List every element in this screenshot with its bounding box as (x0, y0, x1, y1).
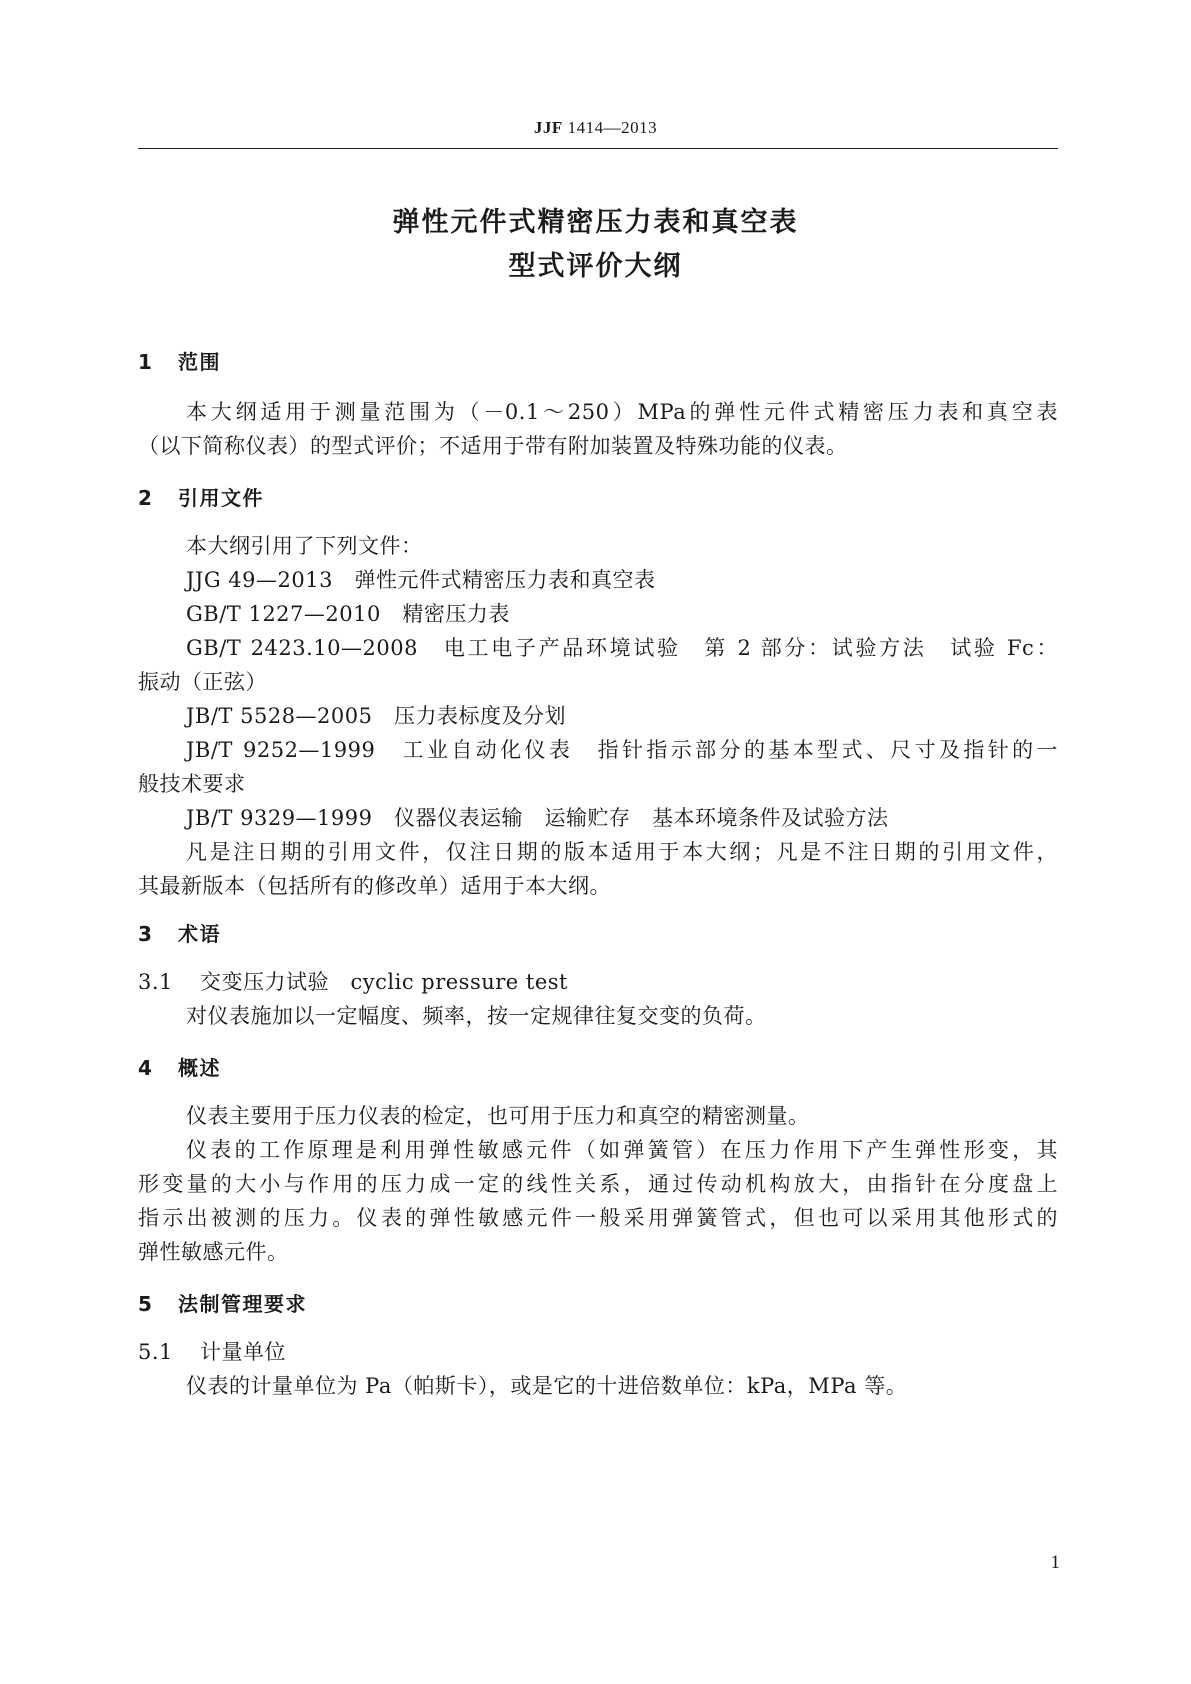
section-title: 引用文件 (178, 486, 264, 510)
paragraph-line: （以下简称仪表）的型式评价；不适用于带有附加装置及特殊功能的仪表。 (138, 434, 848, 458)
paragraph-line: 指示出被测的压力。仪表的弹性敏感元件一般采用弹簧管式，但也可以采用其他形式的 (138, 1206, 1058, 1230)
document-title-line1: 弹性元件式精密压力表和真空表 (392, 207, 799, 238)
section-number: 1 (138, 350, 154, 374)
subsection-heading-3-1 (138, 966, 568, 996)
reference-item: JB/T 9252—1999 工业自动化仪表 指针指示部分的基本型式、尺寸及指针的一 (186, 738, 1058, 762)
term-definition: 对仪表施加以一定幅度、频率，按一定规律往复交变的负荷。 (186, 1004, 767, 1028)
page-number: 1 (1050, 1552, 1060, 1573)
section-title: 术语 (178, 922, 221, 946)
subsection-title: 交变压力试验 cyclic pressure test (200, 970, 568, 994)
paragraph-line: 形变量的大小与作用的压力成一定的线性关系，通过传动机构放大，由指针在分度盘上 (138, 1172, 1058, 1196)
reference-item: GB/T 1227—2010 精密压力表 (186, 602, 510, 626)
section-number: 2 (138, 486, 154, 510)
paragraph-line: 仪表主要用于压力仪表的检定，也可用于压力和真空的精密测量。 (186, 1104, 810, 1128)
section-title: 法制管理要求 (178, 1292, 307, 1316)
document-title-line2: 型式评价大纲 (508, 251, 683, 282)
section-heading-2 (138, 482, 264, 511)
paragraph-line: 弹性敏感元件。 (138, 1240, 289, 1264)
reference-item: JB/T 5528—2005 压力表标度及分划 (186, 704, 566, 728)
subsection-number: 5.1 (138, 1340, 173, 1364)
section-number: 5 (138, 1292, 154, 1316)
section-heading-1 (138, 346, 221, 375)
paragraph-line: 其最新版本（包括所有的修改单）适用于本大纲。 (138, 874, 611, 898)
reference-item: JB/T 9329—1999 仪器仪表运输 运输贮存 基本环境条件及试验方法 (186, 806, 889, 830)
paragraph-line: 凡是注日期的引用文件，仅注日期的版本适用于本大纲；凡是不注日期的引用文件， (186, 840, 1058, 864)
section-heading-4 (138, 1052, 221, 1081)
page-header-code (0, 118, 1191, 138)
paragraph-line: 仪表的工作原理是利用弹性敏感元件（如弹簧管）在压力作用下产生弹性形变，其 (186, 1138, 1058, 1162)
header-rule (138, 148, 1058, 149)
section-heading-3 (138, 918, 221, 947)
standard-number: 1414—2013 (567, 118, 658, 137)
section-number: 4 (138, 1056, 154, 1080)
reference-item: GB/T 2423.10—2008 电工电子产品环境试验 第 2 部分：试验方法 试验 Fc： (186, 636, 1058, 660)
standard-prefix: JJF (533, 118, 563, 137)
paragraph-line: 本大纲引用了下列文件： (186, 534, 423, 558)
subsection-title: 计量单位 (200, 1340, 286, 1364)
section-number: 3 (138, 922, 154, 946)
section-heading-5 (138, 1288, 307, 1317)
section-title: 概述 (178, 1056, 221, 1080)
subsection-number: 3.1 (138, 970, 173, 994)
reference-item: JJG 49—2013 弹性元件式精密压力表和真空表 (186, 568, 656, 592)
subsection-heading-5-1 (138, 1336, 286, 1366)
paragraph-line: 本大纲适用于测量范围为（－0.1～250）MPa的弹性元件式精密压力表和真空表 (186, 400, 1058, 424)
reference-item-continued: 振动（正弦） (138, 670, 267, 694)
section-title: 范围 (178, 350, 221, 374)
reference-item-continued: 般技术要求 (138, 772, 246, 796)
paragraph-line: 仪表的计量单位为 Pa（帕斯卡），或是它的十进倍数单位：kPa，MPa 等。 (186, 1374, 908, 1398)
